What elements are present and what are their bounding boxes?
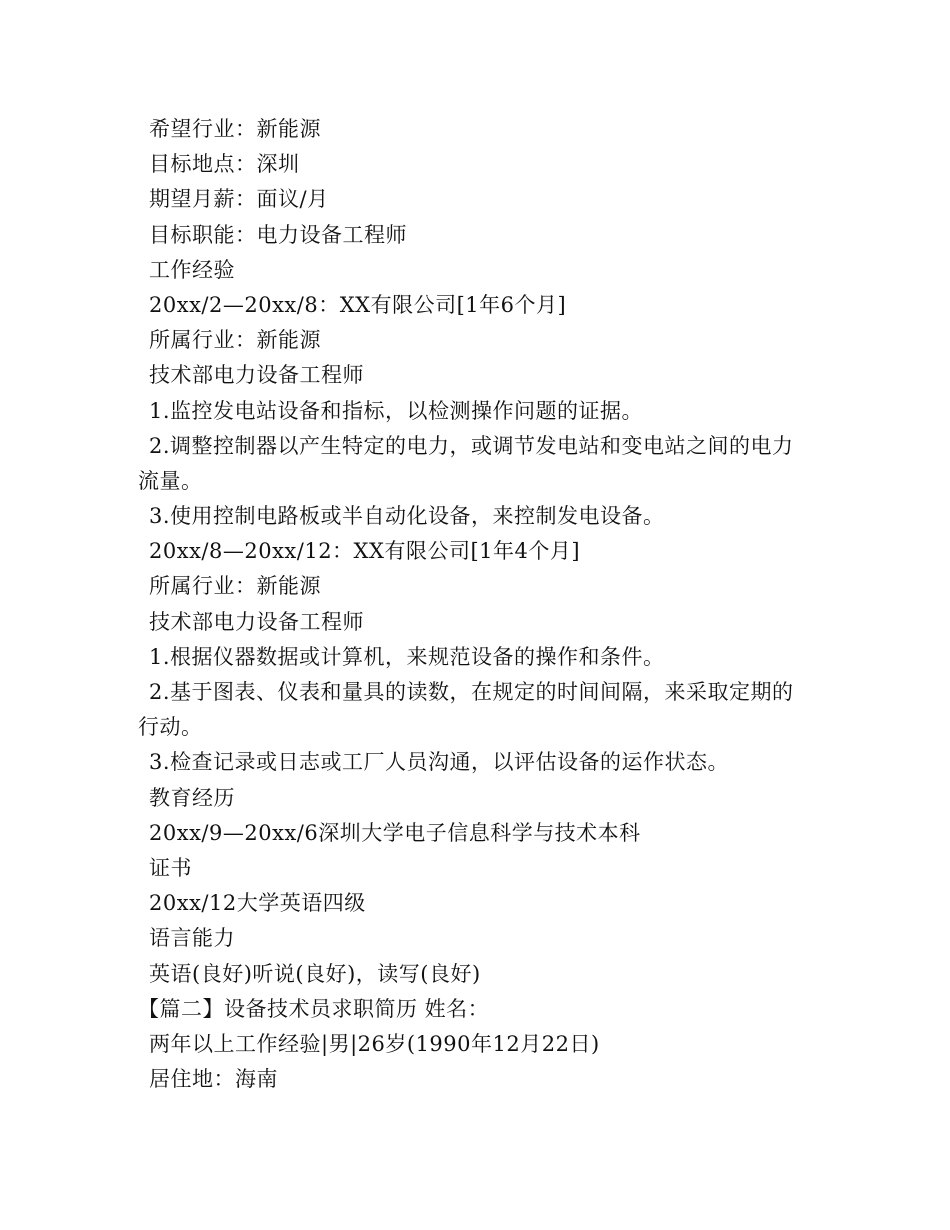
job-2-duty-1: 1.根据仪器数据或计算机，来规范设备的操作和条件。 (149, 644, 665, 669)
job-2-title: 技术部电力设备工程师 (149, 609, 364, 634)
line-target-role: 目标职能：电力设备工程师 (149, 222, 407, 247)
job-2-period-company: 20xx/8—20xx/12：XX有限公司[1年4个月] (149, 539, 581, 564)
job-2-duty-3: 3.检查记录或日志或工厂人员沟通，以评估设备的运作状态。 (149, 750, 730, 775)
job-1-industry: 所属行业：新能源 (149, 328, 321, 353)
part-two-residence: 居住地：海南 (149, 1067, 278, 1092)
job-2-duty-2-continued: 行动。 (138, 715, 203, 740)
job-1-title: 技术部电力设备工程师 (149, 363, 364, 388)
line-expected-salary: 期望月薪：面议/月 (149, 187, 329, 212)
part-two-heading: 【篇二】设备技术员求职简历 姓名： (138, 996, 490, 1021)
job-1-period-company: 20xx/2—20xx/8：XX有限公司[1年6个月] (149, 292, 567, 317)
line-desired-industry: 希望行业：新能源 (149, 117, 321, 141)
job-2-industry: 所属行业：新能源 (149, 574, 321, 599)
job-1-duty-3: 3.使用控制电路板或半自动化设备，来控制发电设备。 (149, 504, 665, 529)
resume-text-lines (138, 112, 818, 1097)
education-entry: 20xx/9—20xx/6深圳大学电子信息科学与技术本科 (149, 820, 641, 845)
job-2-duty-2: 2.基于图表、仪表和量具的读数，在规定的时间间隔，来采取定期的 (149, 680, 794, 704)
line-target-location: 目标地点：深圳 (149, 152, 300, 177)
certificate-entry: 20xx/12大学英语四级 (149, 891, 366, 916)
job-1-duty-2-continued: 流量。 (138, 468, 203, 493)
section-heading-work-experience: 工作经验 (149, 257, 235, 282)
job-1-duty-2: 2.调整控制器以产生特定的电力，或调节发电站和变电站之间的电力 (149, 433, 794, 458)
section-heading-certificates: 证书 (149, 855, 192, 880)
job-1-duty-1: 1.监控发电站设备和指标，以检测操作问题的证据。 (149, 398, 644, 423)
section-heading-language: 语言能力 (149, 926, 235, 951)
language-entry: 英语(良好)听说(良好)，读写(良好) (149, 961, 481, 986)
part-two-summary: 两年以上工作经验|男|26岁(1990年12月22日) (149, 1031, 600, 1056)
section-heading-education: 教育经历 (149, 785, 235, 810)
